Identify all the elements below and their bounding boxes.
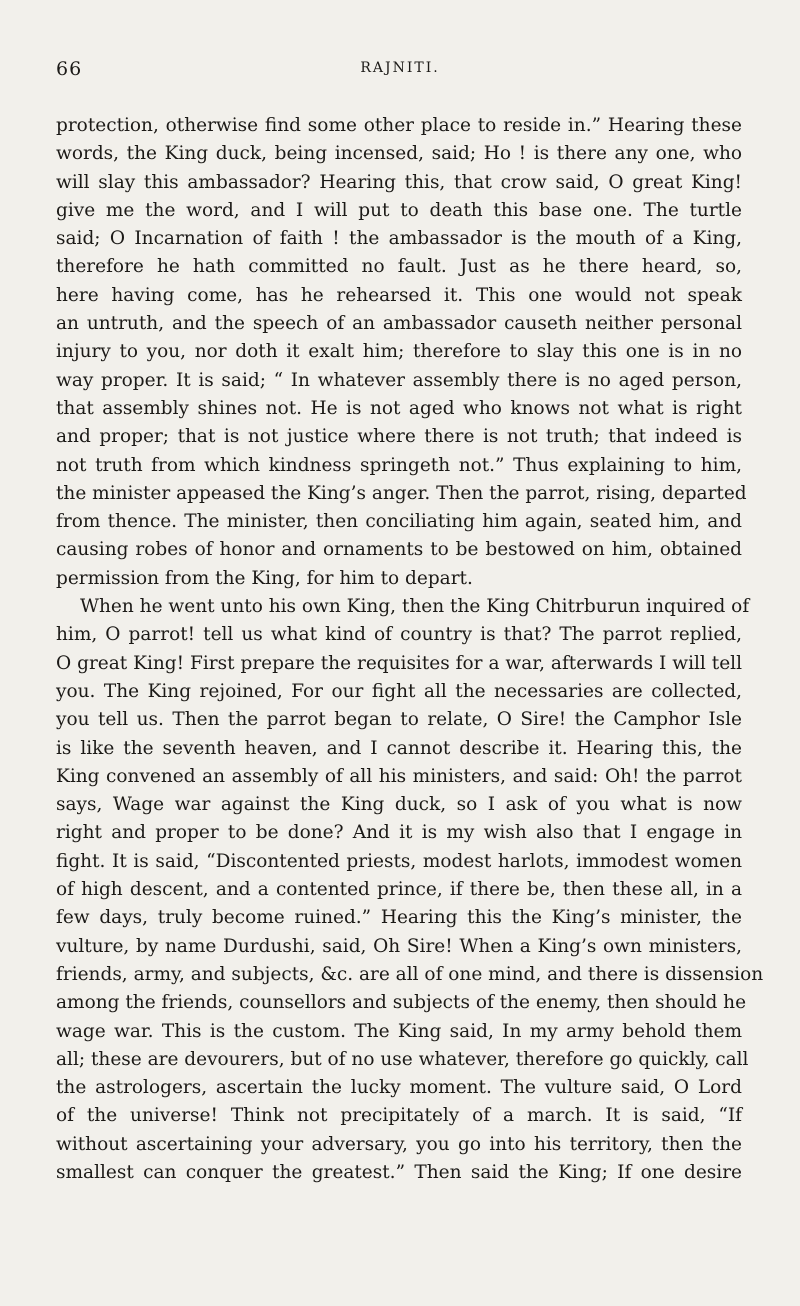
text-line: you tell us. Then the parrot began to relate, O Sire! the Camphor Isle (56, 709, 742, 731)
text-line: smallest can conquer the greatest.” Then said the King; If one desire (56, 1161, 742, 1183)
text-line: is like the seventh heaven, and I cannot describe it. Hearing this, the (56, 737, 742, 759)
text-line: words, the King duck, being incensed, said; Ho ! is there any one, who (56, 143, 742, 165)
text-line: injury to you, nor doth it exalt him; therefore to slay this one is in no (56, 341, 742, 363)
text-line: permission from the King, for him to depart. (56, 567, 473, 589)
text-line: wage war. This is the custom. The King said, In my army behold them (56, 1020, 742, 1042)
text-line: right and proper to be done? And it is my wish also that I engage in (56, 822, 742, 844)
running-head (56, 58, 744, 88)
text-line: friends, army, and subjects, &c. are all of one mind, and there is dissension (56, 963, 764, 985)
text-line: all; these are devourers, but of no use whatever, therefore go quickly, call (56, 1048, 749, 1070)
text-line: among the friends, counsellors and subjects of the enemy, then should he (56, 992, 747, 1014)
text-line: O great King! First prepare the requisites for a war, afterwards I will tell (56, 652, 742, 674)
running-title: RAJNITI. (360, 60, 440, 76)
text-line: not truth from which kindness springeth not.” Thus explaining to him, (56, 454, 742, 476)
text-line: protection, otherwise find some other place to reside in.” Hearing these (56, 115, 742, 136)
body-text (56, 112, 764, 1187)
text-line: way proper. It is said; “ In whatever assembly there is no aged person, (56, 369, 742, 391)
page-number: 66 (56, 58, 83, 80)
text-line: him, O parrot! tell us what kind of country is that? The parrot replied, (56, 624, 742, 646)
text-line: will slay this ambassador? Hearing this, that crow said, O great King! (56, 171, 742, 193)
text-line: and proper; that is not justice where there is not truth; that indeed is (56, 426, 742, 448)
text-line: King convened an assembly of all his ministers, and said: Oh! the parrot (56, 765, 742, 787)
text-line: causing robes of honor and ornaments to be bestowed on him, obtained (56, 539, 742, 561)
text-line: vulture, by name Durdushi, said, Oh Sire! When a King’s own ministers, (56, 935, 742, 957)
text-line: here having come, has he rehearsed it. This one would not speak (56, 284, 742, 306)
text-line: from thence. The minister, then conciliating him again, seated him, and (56, 511, 742, 533)
text-line: therefore he hath committed no fault. Just as he there heard, so, (56, 256, 742, 278)
text-line: When he went unto his own King, then the King Chitrburun inquired of (80, 596, 750, 618)
text-line: that assembly shines not. He is not aged who knows not what is right (56, 397, 742, 419)
text-line: fight. It is said, “Discontented priests, modest harlots, immodest women (56, 850, 742, 872)
text-line: of high descent, and a contented prince, if there be, then these all, in a (56, 879, 742, 901)
text-line: an untruth, and the speech of an ambassador causeth neither personal (56, 313, 742, 335)
text-line: you. The King rejoined, For our fight all the necessaries are collected, (56, 680, 742, 702)
text-line: says, Wage war against the King duck, so I ask of you what is now (56, 794, 742, 816)
text-line: said; O Incarnation of faith ! the ambassador is the mouth of a King, (56, 228, 742, 250)
text-line: without ascertaining your adversary, you go into his territory, then the (56, 1133, 742, 1155)
text-line: the astrologers, ascertain the lucky moment. The vulture said, O Lord (56, 1077, 742, 1099)
text-line: give me the word, and I will put to death this base one. The turtle (56, 199, 742, 221)
text-line: the minister appeased the King’s anger. Then the parrot, rising, departed (56, 482, 747, 504)
text-line: of the universe! Think not precipitately of a march. It is said, “If (56, 1105, 742, 1127)
text-line: few days, truly become ruined.” Hearing this the King’s minister, the (56, 907, 742, 929)
